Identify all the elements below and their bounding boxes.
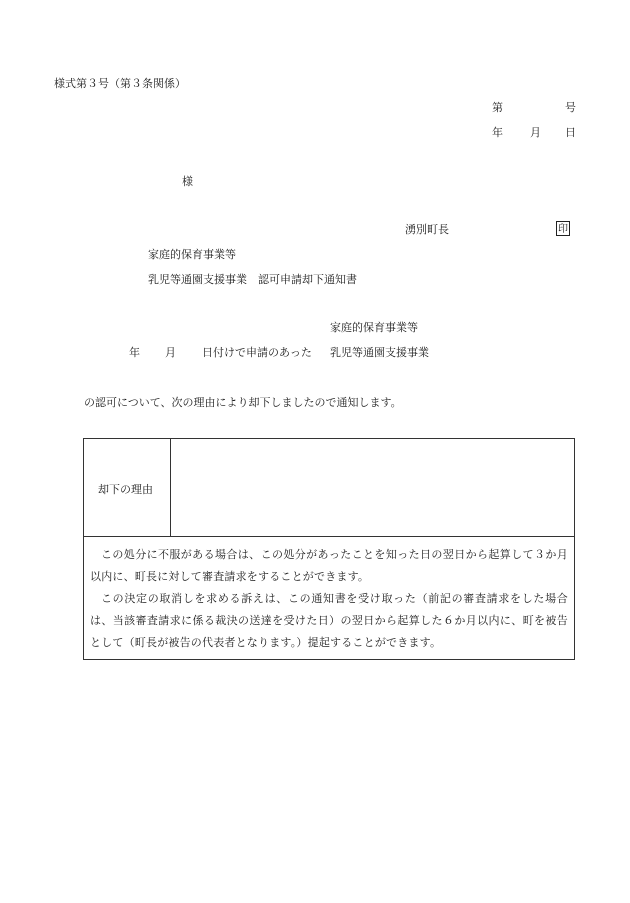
title-line-2: 乳児等通園支援事業 認可申請却下通知書 (148, 273, 357, 286)
body-year: 年 (129, 346, 140, 359)
reason-label-cell (84, 439, 171, 536)
body-main-text: の認可について、次の理由により却下しましたので通知します。 (84, 396, 402, 409)
appeal-notice-paragraph-1: この処分に不服がある場合は、この処分があったことを知った日の翌日から起算して３か月以内に、町長に対して審査請求をすることができます。 (90, 548, 568, 583)
reason-row (84, 439, 574, 537)
seal-mark: 印 (556, 221, 570, 236)
issuer-name: 湧別町長 (405, 223, 449, 236)
body-month: 月 (165, 346, 176, 359)
addressee-honorific: 様 (182, 175, 193, 188)
body-application-text: 日付けで申請のあった (202, 346, 312, 359)
body-lower-option: 乳児等通園支援事業 (330, 346, 429, 359)
date-year: 年 (492, 126, 503, 139)
reason-table (83, 438, 575, 660)
body-upper-option: 家庭的保育事業等 (330, 321, 418, 334)
appeal-notice (90, 536, 568, 654)
doc-number-prefix: 第 (492, 101, 503, 114)
title-line-1: 家庭的保育事業等 (148, 248, 236, 261)
reason-label: 却下の理由 (98, 483, 153, 496)
appeal-notice-paragraph-2: この決定の取消しを求める訴えは、この通知書を受け取った（前記の審査請求をした場合は、当該審査請求に係る裁決の送達を受けた日）の翌日から起算した６か月以内に、町を被告として（町長が被告の代表者となります。）提起することができます。 (90, 592, 568, 649)
form-number: 様式第３号（第３条関係） (54, 77, 186, 90)
date-day: 日 (565, 126, 576, 139)
reason-content-cell (171, 439, 574, 536)
date-month: 月 (530, 126, 541, 139)
doc-number-suffix: 号 (565, 101, 576, 114)
